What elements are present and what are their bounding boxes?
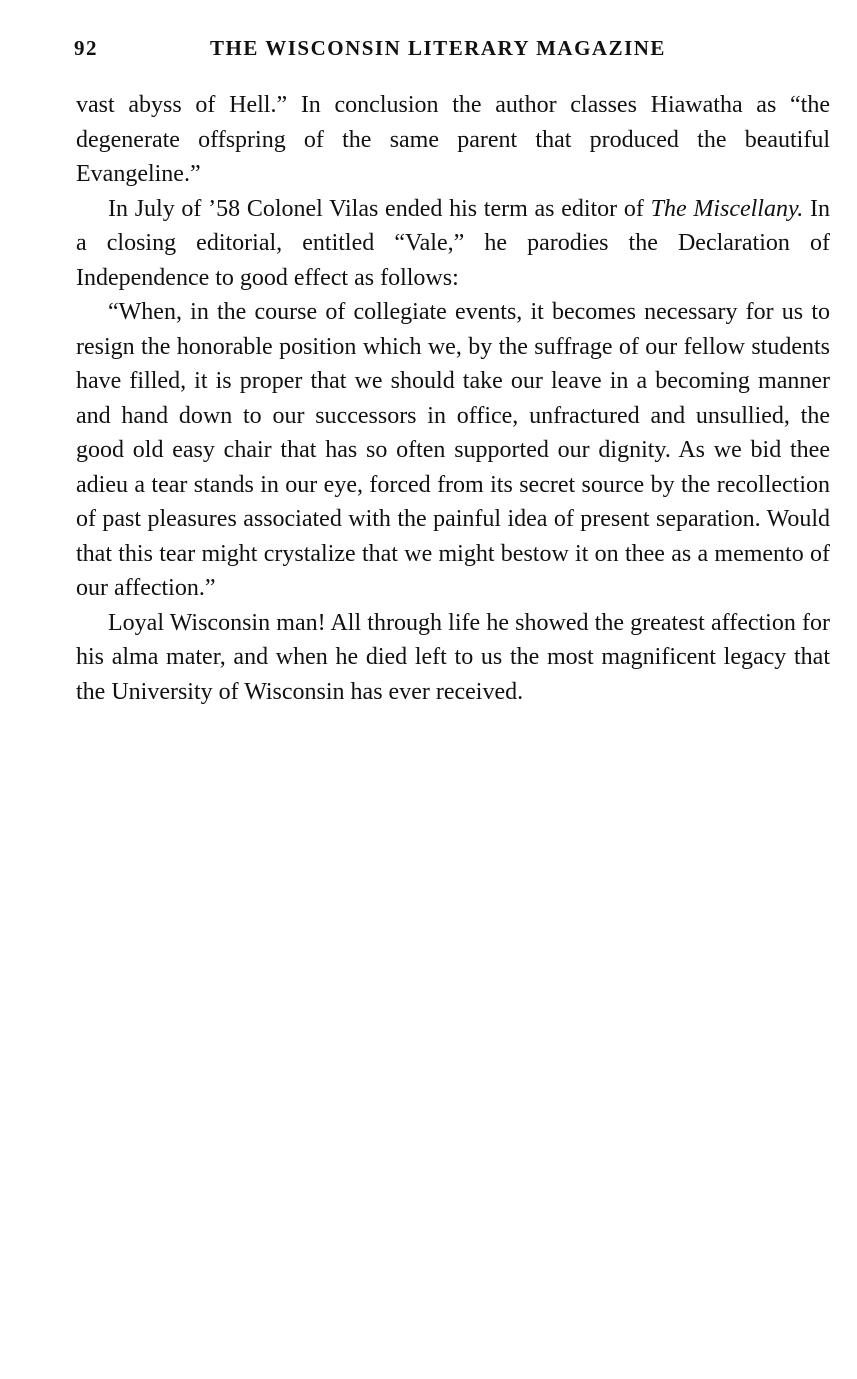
paragraph-continuation: vast abyss of Hell.” In conclusion the author classes Hiawatha as “the degenerate offspring of the same parent that produced the beautiful Evangeline.” [76, 92, 830, 187]
running-head [74, 36, 834, 66]
paragraph-vilas-editor [76, 192, 830, 296]
paragraph-vale-quote: “When, in the course of collegiate events, it becomes necessary for us to resign the honorable position which we, by the suffrage of our fellow students have filled, it is proper that we should take our leave in a becoming manner and hand down to our successors in office, unfractured and unsullied, the good old easy chair that has so often supported our dignity. As we bid thee adieu a tear stands in our eye, forced from its secret source by the recollection of past pleasures associated with the painful idea of present separation. Would that this tear might crystalize that we might bestow it on thee as a memento of our affection.” [76, 299, 830, 601]
page-number: 92 [74, 36, 98, 60]
running-title: THE WISCONSIN LITERARY MAGAZINE [210, 36, 666, 60]
miscellany-title: The Miscellany. [650, 195, 804, 222]
body-text [76, 88, 830, 709]
paragraph-loyal-wisconsin: Loyal Wisconsin man! All through life he showed the greatest affection for his alma mater, and when he died left to us the most magnificent legacy that the University of Wisconsin has ever received. [76, 609, 830, 705]
paragraph-vilas-editor-end: In a closing editorial, entitled “Vale,” he parodies the Declaration of Independence to good effect as follows: [76, 195, 831, 291]
paragraph-vilas-editor-start: In July of ’58 Colonel Vilas ended his term as editor of [108, 195, 651, 222]
